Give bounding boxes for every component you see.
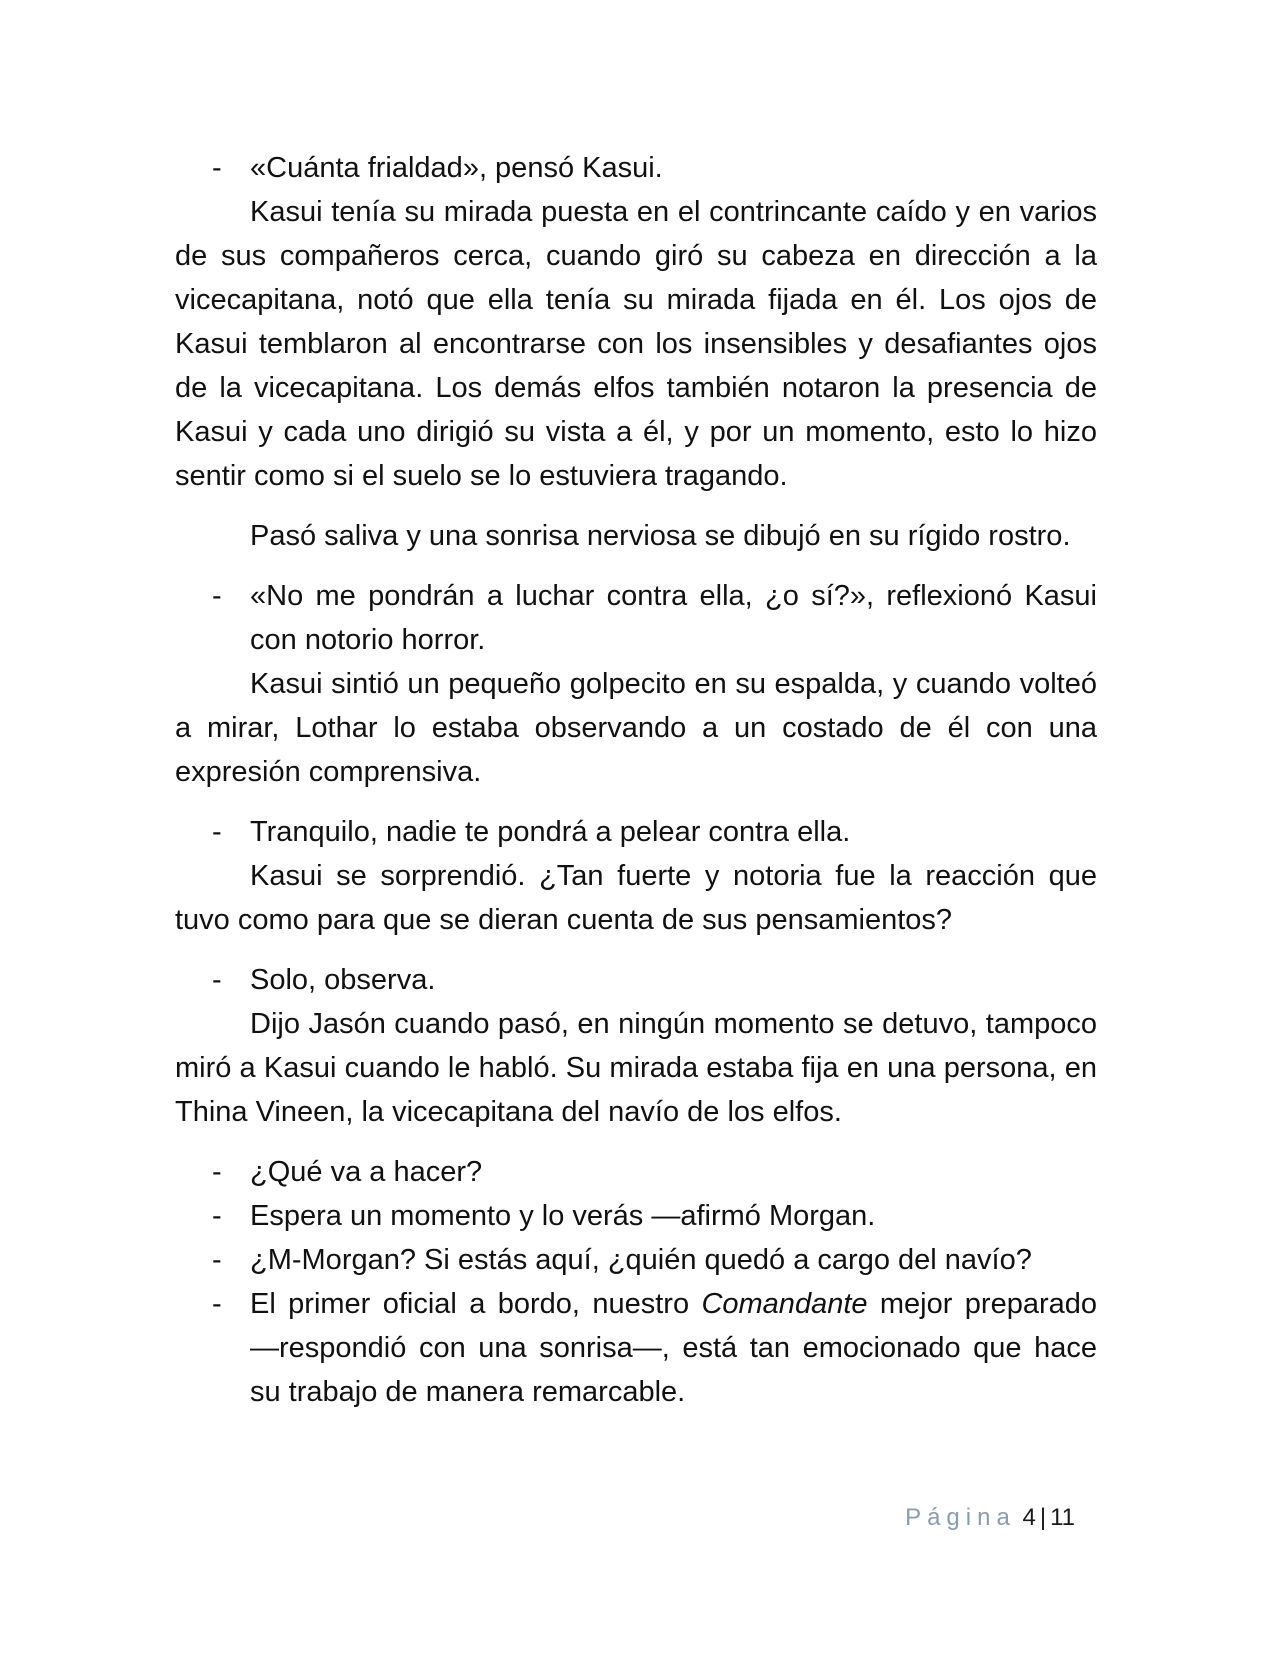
narration-paragraph: Kasui sintió un pequeño golpecito en su espalda, y cuando volteó a mirar, Lothar lo estaba observando a un costado de él con una expresión comprensiva. (175, 668, 1097, 788)
dialog-text: «Cuánta frialdad», pensó Kasui. (250, 152, 663, 184)
dialog-line (175, 1238, 1097, 1282)
dialog-dash: - (212, 1288, 222, 1320)
narration-paragraph: Kasui se sorprendió. ¿Tan fuerte y notoria fue la reacción que tuvo como para que se dieran cuenta de sus pensamientos? (175, 860, 1097, 936)
emphasized-word: Comandante (701, 1288, 868, 1320)
dialog-line (175, 1194, 1097, 1238)
total-pages-number: 11 (1050, 1504, 1075, 1531)
dialog-dash: - (212, 1200, 222, 1232)
page-footer (905, 1503, 1075, 1533)
page-label: Página (905, 1504, 1016, 1531)
dialog-dash: - (212, 580, 222, 612)
dialog-text: Solo, observa. (250, 964, 436, 996)
dialog-dash: - (212, 1156, 222, 1188)
narration-paragraph: Dijo Jasón cuando pasó, en ningún momento se detuvo, tampoco miró a Kasui cuando le habló. Su mirada estaba fija en una persona, en Thina Vineen, la vicecapitana del navío de los elfos. (175, 1008, 1097, 1128)
page-body (175, 146, 1097, 1414)
dialog-text: Espera un momento y lo verás —afirmó Morgan. (250, 1200, 876, 1232)
dialog-dash: - (212, 964, 222, 996)
dialog-text: Tranquilo, nadie te pondrá a pelear contra ella. (250, 816, 851, 848)
dialog-line (175, 1150, 1097, 1194)
dialog-dash: - (212, 1244, 222, 1276)
narration-paragraph: Kasui tenía su mirada puesta en el contrincante caído y en varios de sus compañeros cerca, cuando giró su cabeza en dirección a la vicecapitana, notó que ella tenía su mirada fijada en él. Los ojos de Kasui temblaron al encontrarse con los insensibles y desafiantes ojos de la vicecapitana. Los demás elfos también notaron la presencia de Kasui y cada uno dirigió su vista a él, y por un momento, esto lo hizo sentir como si el suelo se lo estuviera tragando. (175, 196, 1097, 492)
dialog-text-before: El primer oficial a bordo, nuestro (250, 1288, 702, 1320)
dialog-line (175, 810, 1097, 854)
dialog-text-after: mejor preparado —respondió con una sonrisa—, está tan emocionado que hace su trabajo de manera remarcable. (250, 1288, 1097, 1408)
page-separator: | (1039, 1504, 1047, 1531)
dialog-text: ¿Qué va a hacer? (250, 1156, 483, 1188)
dialog-line (175, 1282, 1097, 1414)
dialog-text: ¿M-Morgan? Si estás aquí, ¿quién quedó a cargo del navío? (250, 1244, 1032, 1276)
narration-paragraph: Pasó saliva y una sonrisa nerviosa se dibujó en su rígido rostro. (250, 520, 1071, 552)
current-page-number: 4 (1022, 1504, 1036, 1531)
dialog-line (175, 958, 1097, 1002)
dialog-line (175, 146, 1097, 190)
dialog-text: «No me pondrán a luchar contra ella, ¿o sí?», reflexionó Kasui con notorio horror. (250, 580, 1097, 656)
dialog-dash: - (212, 152, 222, 184)
dialog-line (175, 574, 1097, 662)
dialog-dash: - (212, 816, 222, 848)
